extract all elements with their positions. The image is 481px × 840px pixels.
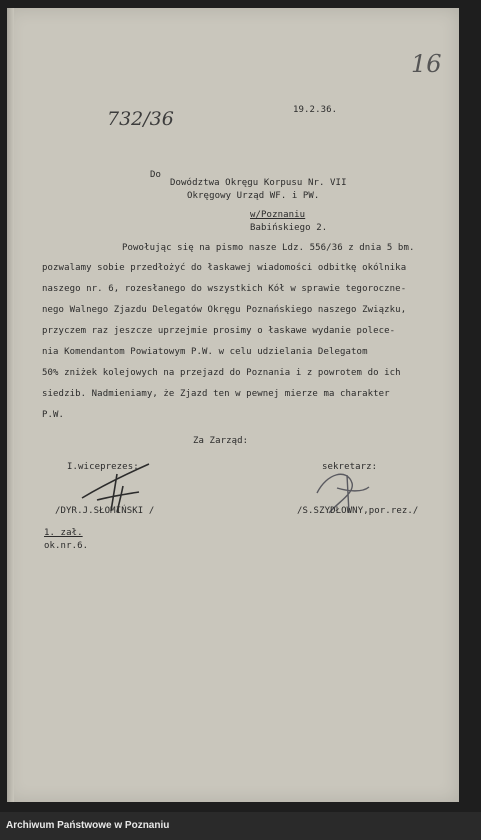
body-line-4: nego Walnego Zjazdu Delegatów Okręgu Poznańskiego naszego Związku, (42, 305, 407, 315)
body-line-5: przyczem raz jeszcze uprzejmie prosimy o łaskawe wydanie polece- (42, 326, 396, 336)
signatory-left-name: /DYR.J.SŁOMIŃSKI / (55, 506, 155, 516)
addressee-line-1: Dowództwa Okręgu Korpusu Nr. VII (170, 178, 347, 188)
letter-date: 19.2.36. (293, 105, 338, 115)
signatory-left-title: I.wiceprezes: (67, 462, 139, 472)
body-line-9: P.W. (42, 410, 65, 420)
archive-name: Archiwum Państwowe w Poznaniu (6, 820, 170, 831)
reference-number: 732/36 (107, 108, 174, 130)
closing-line: Za Zarząd: (193, 436, 249, 446)
archive-footer (0, 812, 481, 840)
page-fold-shadow (7, 8, 14, 802)
body-line-8: siedzib. Nadmieniamy, że Zjazd ten w pewnej mierze ma charakter (42, 389, 390, 399)
signatory-right-name: /S.SZYDŁOWNY,por.rez./ (297, 506, 419, 516)
addressee-prefix: Do (150, 170, 162, 180)
addressee-line-3: w/Poznaniu (250, 210, 306, 220)
signatory-right-title: sekretarz: (322, 462, 378, 472)
attachment-line-1: 1. zał. (44, 528, 83, 538)
body-line-6: nia Komendantom Powiatowym P.W. w celu udzielania Delegatom (42, 347, 368, 357)
body-line-1: Powołując się na pismo nasze Ldz. 556/36 z dnia 5 bm. (122, 243, 415, 253)
addressee-line-2: Okręgowy Urząd WF. i PW. (187, 191, 320, 201)
attachment-line-2: ok.nr.6. (44, 541, 89, 551)
page-number: 16 (411, 50, 442, 78)
document-page (7, 8, 459, 802)
body-line-2: pozwalamy sobie przedłożyć do łaskawej wiadomości odbitkę okólnika (42, 263, 407, 273)
addressee-line-4: Babińskiego 2. (250, 223, 328, 233)
body-line-3: naszego nr. 6, rozesłanego do wszystkich Kół w sprawie tegoroczne- (42, 284, 407, 294)
body-line-7: 50% zniżek kolejowych na przejazd do Poznania i z powrotem do ich (42, 368, 401, 378)
